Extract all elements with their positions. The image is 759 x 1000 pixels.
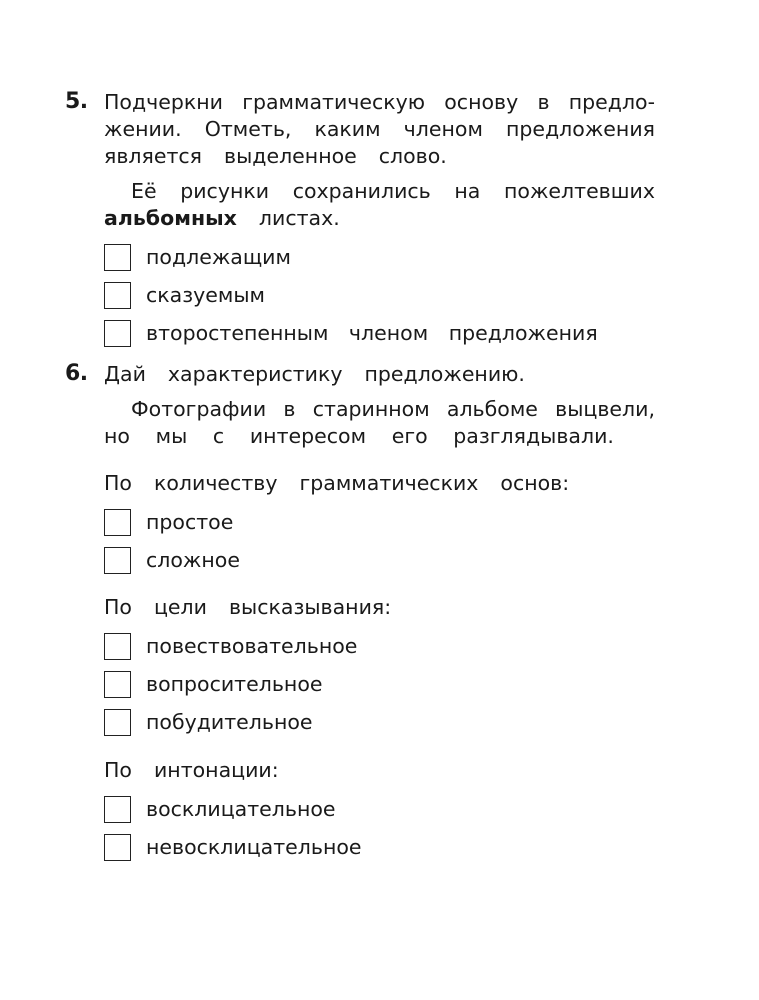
word: но [104,424,130,448]
option-voprositelnoe [104,669,322,699]
word: основу [444,90,519,114]
option-vtorostepennym [104,318,598,348]
option-pobuditelnoe [104,707,313,737]
answer-checkbox[interactable] [104,633,131,660]
option-label: вопросительное [146,672,323,696]
option-label: простое [146,510,234,534]
group-heading-purpose [104,594,655,620]
word: предложения [505,117,655,141]
word: альбоме [446,397,538,421]
word: в [283,397,296,421]
question-5-number: 5. [65,89,88,114]
answer-checkbox[interactable] [104,244,131,271]
option-skazuemym [104,280,265,310]
word: членом [403,117,483,141]
option-label: побудительное [146,710,313,734]
word: каким [314,117,381,141]
option-label: сложное [146,548,240,572]
word: Дай [104,362,146,386]
question-5-sentence-line-1 [131,178,655,204]
word: предложению. [364,362,525,386]
question-5-prompt-line-1 [104,89,655,115]
question-5-sentence-line-2 [104,205,655,231]
word: Фотографии [131,397,267,421]
option-vosklitsatelnoe [104,794,336,824]
question-6-prompt [104,361,655,387]
group-heading-intonation [104,757,655,783]
option-podlezhashchim [104,242,291,272]
option-slozhnoe [104,545,240,575]
question-6-number: 6. [65,361,88,386]
word: По [104,595,132,619]
word: выделенное [224,144,357,168]
option-prostoe [104,507,233,537]
word: интересом [249,424,367,448]
answer-checkbox[interactable] [104,320,131,347]
word: с [212,424,225,448]
word: интонации: [153,758,279,782]
answer-checkbox[interactable] [104,834,131,861]
word: грамматических [299,471,479,495]
word: По [104,471,132,495]
answer-checkbox[interactable] [104,282,131,309]
word: в [537,90,550,114]
word: листах. [258,206,340,230]
word: его [391,424,428,448]
word: грамматическую [242,90,426,114]
word: цели [153,595,207,619]
answer-checkbox[interactable] [104,709,131,736]
word: пожелтевших [504,179,655,203]
answer-checkbox[interactable] [104,796,131,823]
word: мы [155,424,188,448]
question-6-sentence-line-2 [104,423,614,449]
answer-checkbox[interactable] [104,547,131,574]
option-label: подлежащим [146,245,291,269]
word: разглядывали. [453,424,614,448]
word: По [104,758,132,782]
option-label: невосклицательное [146,835,362,859]
question-5-prompt-line-3 [104,143,655,169]
option-label: второстепенным членом предложения [146,321,598,345]
word: высказывания: [228,595,392,619]
word: слово. [378,144,447,168]
highlighted-word: альбомных [104,206,237,230]
word: выцвели, [555,397,655,421]
word: сохранились [292,179,431,203]
word: предло- [568,90,655,114]
word: Подчеркни [104,90,223,114]
word: жении. [104,117,182,141]
word: рисунки [180,179,270,203]
option-label: сказуемым [146,283,265,307]
word: Её [131,179,157,203]
option-povestvovatelnoe [104,631,357,661]
option-label: повествовательное [146,634,358,658]
option-label: восклицательное [146,797,336,821]
word: Отметь, [204,117,292,141]
word: характеристику [167,362,343,386]
question-5-prompt-line-2 [104,116,655,142]
word: количеству [153,471,278,495]
question-6-sentence-line-1 [131,396,655,422]
word: на [454,179,481,203]
group-heading-grammatical-bases [104,470,655,496]
word: старинном [312,397,430,421]
word: основ: [500,471,570,495]
answer-checkbox[interactable] [104,509,131,536]
answer-checkbox[interactable] [104,671,131,698]
word: является [104,144,203,168]
option-nevosklitsatelnoe [104,832,362,862]
